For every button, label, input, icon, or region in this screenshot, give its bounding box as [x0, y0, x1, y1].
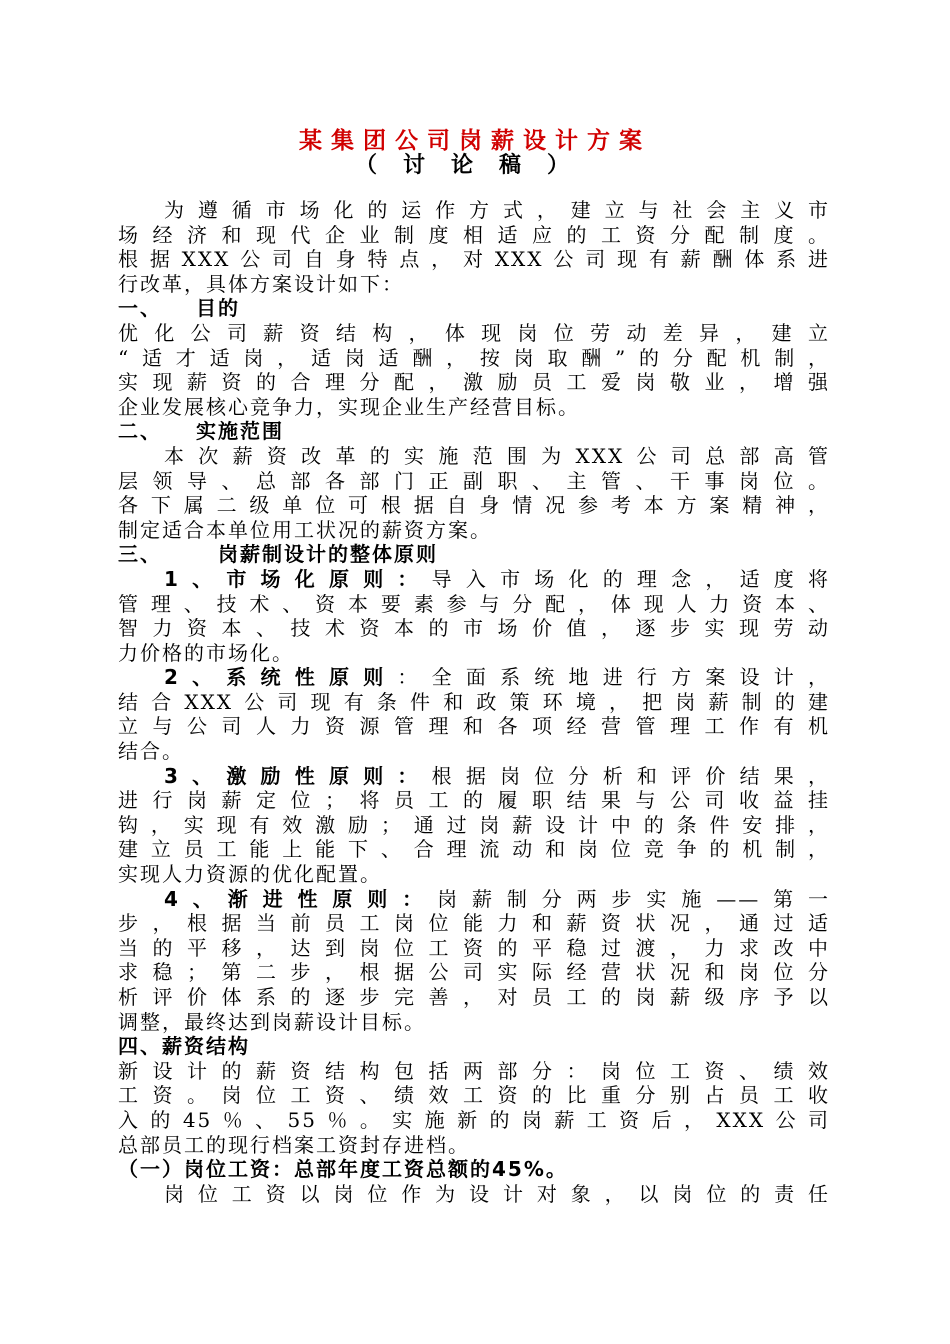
section-line: 本次薪资改革的实施范围为XXX公司总部高管 [164, 443, 830, 468]
section-heading-principles: 三、 岗薪制设计的整体原则 [118, 542, 438, 567]
principle-line: 进行岗薪定位；将员工的履职结果与公司收益挂 [118, 788, 830, 813]
document-title: 某集团公司岗薪设计方案 [299, 128, 651, 154]
principle-text: 根据岗位分析和评价结果， [431, 763, 831, 788]
section-line: 各下属二级单位可根据自身情况参考本方案精神， [118, 493, 830, 518]
document-subtitle: （讨论稿） [354, 153, 595, 178]
section-line: 入的45％、55％。实施新的岗薪工资后，XXX公司 [118, 1107, 830, 1132]
section-line: 新设计的薪资结构包括两部分：岗位工资、绩效 [118, 1058, 830, 1083]
principle-lead: 1、市场化原则： [164, 566, 432, 591]
section-line: 层领导、总部各部门正副职、主管、干事岗位。 [118, 468, 830, 493]
principle-line: 钩，实现有效激励；通过岗薪设计中的条件安排， [118, 812, 830, 837]
principle-text: 导入市场化的理念，适度将 [431, 566, 831, 591]
intro-line: 行改革，具体方案设计如下： [118, 271, 404, 296]
principle-lead: 4、渐进性原则： [164, 886, 438, 911]
section-line: 制定适合本单位用工状况的薪资方案。 [118, 517, 492, 542]
section-line: 优化公司薪资结构，体现岗位劳动差异，建立 [118, 320, 830, 345]
principle-text: ：全面系统地进行方案设计， [397, 665, 830, 690]
section-line: 总部员工的现行档案工资封存进档。 [118, 1132, 470, 1157]
section-heading-scope: 二、 实施范围 [118, 419, 284, 444]
principle-line: 实现人力资源的优化配置。 [118, 862, 382, 887]
section-line: 工资。岗位工资、绩效工资的比重分别占员工收 [118, 1083, 830, 1108]
principle-line: 力价格的市场化。 [118, 640, 294, 665]
principle-line: 结合XXX公司现有条件和政策环境，把岗薪制的建 [118, 689, 830, 714]
subsection-heading-post-salary: （一）岗位工资：总部年度工资总额的45%。 [118, 1157, 568, 1182]
principle-line: 建立员工能上能下、合理流动和岗位竞争的机制， [118, 837, 830, 862]
section-line: 企业发展核心竞争力，实现企业生产经营目标。 [118, 394, 580, 419]
principle-line [118, 665, 830, 690]
principle-lead: 3、激励性原则： [164, 763, 432, 788]
principle-line: 析评价体系的逐步完善，对员工的岗薪级序予以 [118, 985, 830, 1009]
section-line: 实现薪资的合理分配，激励员工爱岗敬业，增强 [118, 370, 830, 395]
principle-line: 步，根据当前员工岗位能力和薪资状况，通过适 [118, 911, 830, 936]
principle-text: 岗薪制分两步实施——第一 [437, 886, 830, 911]
section-heading-structure: 四、薪资结构 [118, 1034, 250, 1059]
principle-line: 结合。 [118, 739, 184, 764]
principle-line: 调整，最终达到岗薪设计目标。 [118, 1009, 426, 1034]
principle-line [118, 567, 830, 592]
section-heading-purpose: 一、 目的 [118, 296, 240, 321]
section-line: 岗位工资以岗位作为设计对象，以岗位的责任 [164, 1181, 830, 1206]
principle-line [118, 887, 830, 912]
section-line: “适才适岗，适岗适酬，按岗取酬”的分配机制， [118, 345, 830, 370]
principle-line: 管理、技术、资本要素参与分配，体现人力资本、 [118, 591, 830, 616]
intro-line: 场经济和现代企业制度相适应的工资分配制度。 [118, 222, 830, 247]
intro-line: 为遵循市场化的运作方式，建立与社会主义市 [164, 198, 830, 222]
principle-line: 立与公司人力资源管理和各项经营管理工作有机 [118, 714, 830, 739]
document-body [118, 198, 830, 1206]
principle-lead: 2、系统性原则 [164, 665, 398, 690]
principle-line [118, 764, 830, 789]
principle-line: 当的平移，达到岗位工资的平稳过渡，力求改中 [118, 935, 830, 960]
principle-line: 智力资本、技术资本的市场价值，逐步实现劳动 [118, 616, 830, 641]
principle-line: 求稳；第二步，根据公司实际经营状况和岗位分 [118, 960, 830, 985]
intro-line: 根据XXX公司自身特点，对XXX公司现有薪酬体系进 [118, 247, 830, 272]
